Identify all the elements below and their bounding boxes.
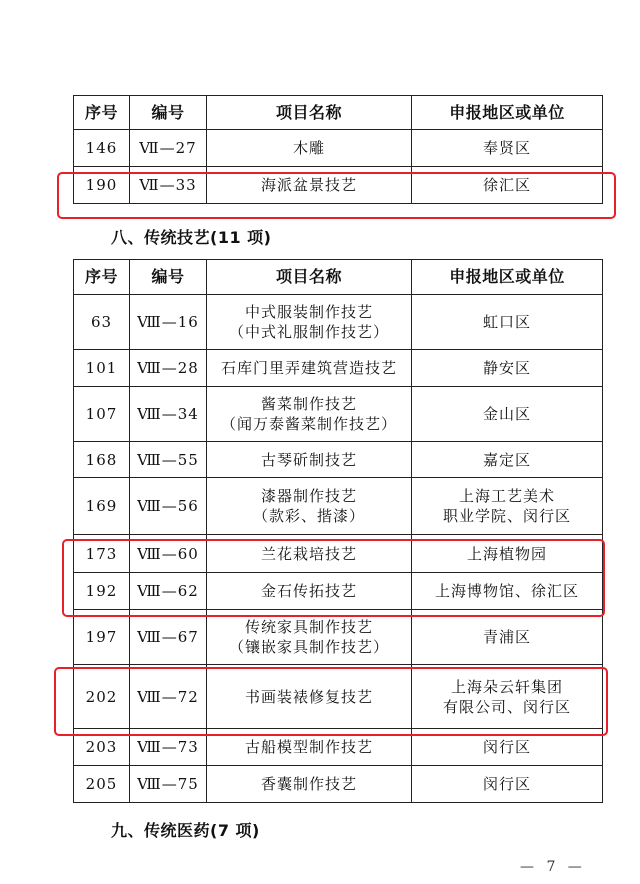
table-header-row (74, 96, 603, 130)
header-code: 编号 (130, 260, 207, 295)
cell-area (412, 665, 603, 729)
cell-seq: 173 (74, 535, 130, 573)
header-name: 项目名称 (207, 96, 412, 130)
cell-code: Ⅶ—33 (130, 167, 207, 204)
cell-area-line: 金山区 (482, 405, 531, 423)
cell-code: Ⅷ—62 (130, 573, 207, 610)
cell-name-line: 香囊制作技艺 (260, 775, 357, 793)
cell-area (412, 350, 603, 387)
cell-area-line: 职业学院、闵行区 (442, 507, 571, 525)
cell-name: 海派盆景技艺 (207, 167, 412, 204)
cell-name: 木雕 (207, 130, 412, 167)
cell-seq: 202 (74, 665, 130, 729)
cell-name (207, 729, 412, 766)
cell-seq: 190 (74, 167, 130, 204)
cell-area-line: 静安区 (482, 359, 531, 377)
cell-area-line: 嘉定区 (482, 450, 531, 469)
section-heading-traditional-medicine: 九、传统医药(7 项) (111, 821, 260, 840)
header-seq: 序号 (74, 96, 130, 130)
cell-name (207, 610, 412, 665)
section-heading-traditional-crafts: 八、传统技艺(11 项) (111, 228, 272, 247)
cell-name-line: （镶嵌家具制作技艺） (228, 638, 389, 656)
cell-name (207, 665, 412, 729)
page-number: — 7 — (520, 859, 586, 875)
cell-seq: 169 (74, 478, 130, 535)
table-row (74, 130, 603, 167)
cell-area (412, 535, 603, 573)
cell-code: Ⅷ—73 (130, 729, 207, 766)
table-folk-art (73, 95, 603, 204)
table-row (74, 478, 603, 535)
cell-name (207, 573, 412, 610)
cell-area: 奉贤区 (412, 130, 603, 167)
cell-code: Ⅷ—60 (130, 535, 207, 573)
cell-area-line: 上海朵云轩集团 (450, 677, 563, 696)
table-row (74, 295, 603, 350)
table-header-row (74, 260, 603, 295)
table-row (74, 442, 603, 478)
header-code: 编号 (130, 96, 207, 130)
header-seq: 序号 (74, 260, 130, 295)
cell-name-line: （款彩、揩漆） (252, 507, 365, 525)
cell-name-line: 古琴斫制技艺 (260, 450, 357, 469)
cell-name-line: 传统家具制作技艺 (244, 618, 373, 636)
cell-area-line: 上海植物园 (466, 544, 547, 563)
cell-name-line: （中式礼服制作技艺） (228, 323, 389, 341)
cell-area (412, 387, 603, 442)
cell-code: Ⅷ—67 (130, 610, 207, 665)
cell-code: Ⅷ—34 (130, 387, 207, 442)
cell-area-line: 闵行区 (482, 738, 531, 756)
cell-name (207, 350, 412, 387)
cell-name (207, 295, 412, 350)
cell-area (412, 766, 603, 803)
cell-name-line: 酱菜制作技艺 (260, 395, 357, 413)
cell-name (207, 478, 412, 535)
table-row (74, 729, 603, 766)
cell-seq: 205 (74, 766, 130, 803)
cell-code: Ⅷ—56 (130, 478, 207, 535)
table-traditional-crafts (73, 259, 603, 803)
cell-area-line: 有限公司、闵行区 (442, 697, 571, 716)
cell-code: Ⅷ—75 (130, 766, 207, 803)
cell-name-line: 书画装裱修复技艺 (244, 687, 373, 706)
cell-seq: 192 (74, 573, 130, 610)
table-row (74, 573, 603, 610)
cell-area-line: 上海工艺美术 (458, 487, 555, 505)
cell-code: Ⅶ—27 (130, 130, 207, 167)
header-area: 申报地区或单位 (412, 260, 603, 295)
cell-area (412, 573, 603, 610)
table-row (74, 350, 603, 387)
cell-area: 徐汇区 (412, 167, 603, 204)
table-row (74, 535, 603, 573)
cell-name-line: 金石传拓技艺 (260, 582, 357, 600)
cell-name (207, 535, 412, 573)
cell-area-line: 青浦区 (482, 628, 531, 646)
cell-seq: 203 (74, 729, 130, 766)
cell-name-line: 兰花栽培技艺 (260, 544, 357, 563)
cell-seq: 168 (74, 442, 130, 478)
table-row (74, 665, 603, 729)
cell-area (412, 610, 603, 665)
cell-seq: 197 (74, 610, 130, 665)
cell-name-line: （闻万泰酱菜制作技艺） (220, 415, 397, 433)
cell-area-line: 上海博物馆、徐汇区 (434, 582, 579, 600)
cell-code: Ⅷ—55 (130, 442, 207, 478)
cell-name-line: 古船模型制作技艺 (244, 738, 373, 756)
table-row (74, 167, 603, 204)
cell-code: Ⅷ—72 (130, 665, 207, 729)
table-row (74, 610, 603, 665)
cell-area-line: 虹口区 (482, 313, 531, 331)
cell-area-line: 闵行区 (482, 775, 531, 793)
cell-area (412, 442, 603, 478)
cell-name-line: 中式服装制作技艺 (244, 303, 373, 321)
cell-name (207, 387, 412, 442)
cell-seq: 101 (74, 350, 130, 387)
header-area: 申报地区或单位 (412, 96, 603, 130)
cell-area (412, 729, 603, 766)
cell-seq: 146 (74, 130, 130, 167)
cell-code: Ⅷ—28 (130, 350, 207, 387)
cell-name (207, 442, 412, 478)
cell-seq: 63 (74, 295, 130, 350)
cell-area (412, 478, 603, 535)
cell-area (412, 295, 603, 350)
table-row (74, 766, 603, 803)
cell-code: Ⅷ—16 (130, 295, 207, 350)
cell-name (207, 766, 412, 803)
table-row (74, 387, 603, 442)
cell-name-line: 漆器制作技艺 (260, 487, 357, 505)
cell-seq: 107 (74, 387, 130, 442)
cell-name-line: 石库门里弄建筑营造技艺 (220, 359, 397, 377)
header-name: 项目名称 (207, 260, 412, 295)
